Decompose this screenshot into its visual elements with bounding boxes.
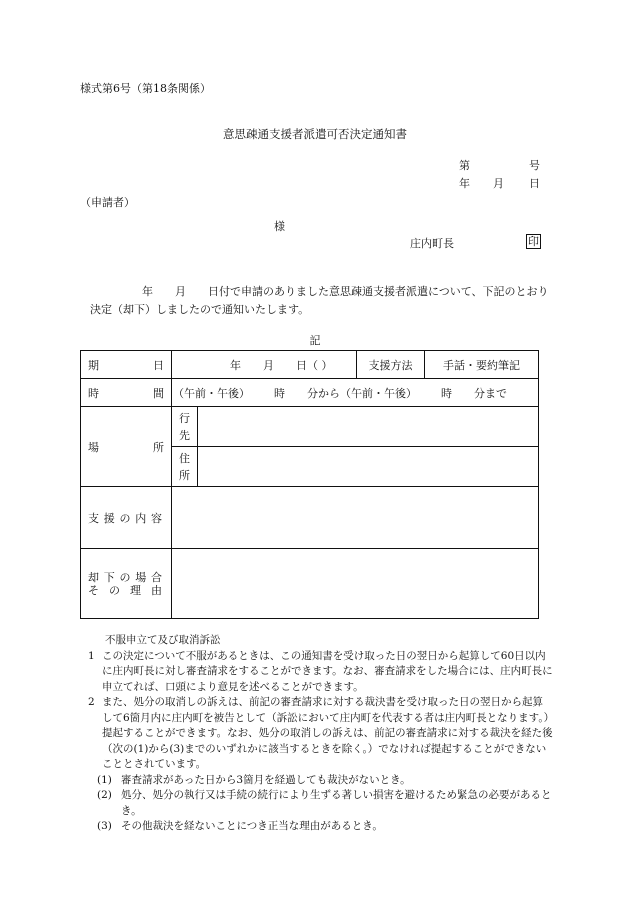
address-label: 住 所 [172,447,198,487]
row-destination [81,407,539,447]
applicant-label: （申請者） [80,196,135,209]
reason-value [172,549,539,619]
date-year: 年 [459,177,470,190]
appeal-notes [88,633,553,835]
address-value [198,447,539,487]
details-table [80,350,539,619]
seal-mark [526,233,541,249]
lead-month: 月 [175,285,186,298]
lead-paragraph [90,283,555,319]
destination-value [198,407,539,447]
row-content [81,487,539,549]
time-label: 時 間 [81,379,172,407]
number-dai: 第 [459,159,470,172]
issuer-name: 庄内町長 [410,237,454,250]
destination-label: 行 先 [172,407,198,447]
lead-year: 年 [142,285,153,298]
note-sub-item: (3) その他裁決を経ないことにつき正当な理由があるとき。 [97,820,383,832]
row-reason [81,549,539,619]
period-label: 期 日 [81,351,172,379]
row-period [81,351,539,379]
time-value: （午前・午後） 時 分から（午前・午後） 時 分まで [172,379,539,407]
note-item: 1 この決定について不服があるときは、この通知書を受け取った日の翌日から起算して60日以内に庄内町長に対し審査請求をすることができます。なお、審査請求をした場合には、庄内町長に申立てれば、口頭により意見を述べることができます。 [88,649,553,693]
period-value: 年 月 日（ ） [172,351,357,379]
row-time [81,379,539,407]
notes-heading: 不服申立て及び取消訴訟 [105,634,221,646]
document-title: 意思疎通支援者派遣可否決定通知書 [223,127,407,141]
number-go: 号 [529,159,540,172]
note-sub-item: (1) 審査請求があった日から3箇月を経過しても裁決がないとき。 [97,773,411,786]
content-value [172,487,539,549]
seal-text: 印 [528,235,539,248]
lead-text: 日付で申請のありました意思疎通支援者派遣について、下記のとおり決定（却下）しましたので通知いたします。 [90,285,549,316]
method-value: 手話・要約筆記 [425,351,539,379]
note-sub-item: (2) 処分、処分の執行又は手続の続行により生ずる著しい損害を避けるため緊急の必要があるとき。 [97,789,552,817]
ki-heading: 記 [309,334,321,347]
place-label: 場 所 [81,407,172,487]
reason-label: 却 下 の 場 合 そ の 理 由 [81,549,172,619]
date-day: 日 [529,177,540,190]
sama-label: 様 [274,220,285,233]
form-label: 様式第6号（第18条関係） [80,82,211,95]
content-label: 支 援 の 内 容 [81,487,172,549]
method-label: 支援方法 [357,351,425,379]
date-month: 月 [493,177,504,190]
note-item: 2 また、処分の取消しの訴えは、前記の審査請求に対する裁決書を受け取った日の翌日から起算して6箇月内に庄内町を被告として（訴訟において庄内町を代表する者は庄内町長となります。）提起することができます。なお、処分の取消しの訴えは、前記の審査請求に対する裁決を経た後（次の(1)から(3)までのいずれかに該当するときを除く。）でなければ提起することができないこととされています。 [88,696,553,770]
